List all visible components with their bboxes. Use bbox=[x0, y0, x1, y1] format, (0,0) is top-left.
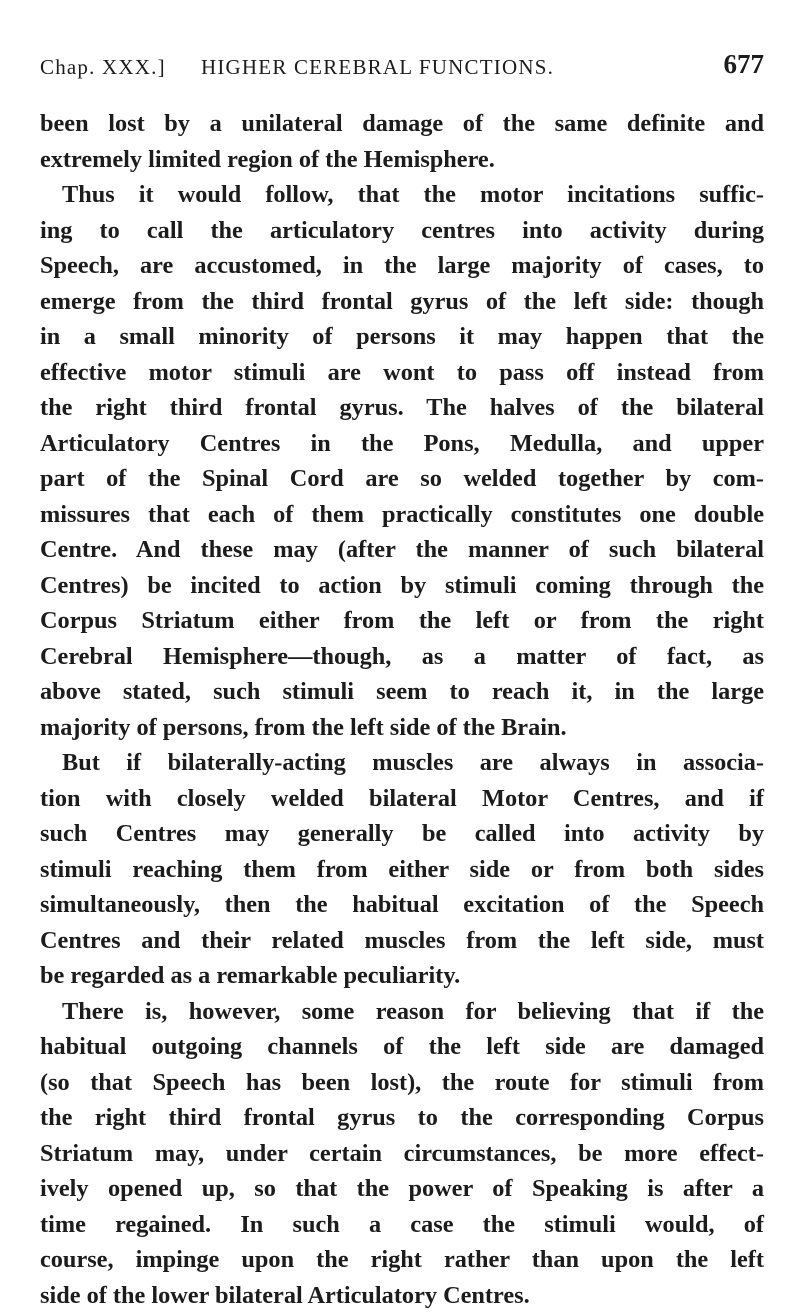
running-title: HIGHER CEREBRAL FUNCTIONS. bbox=[201, 55, 554, 80]
text-line: ively opened up, so that the power of Speaking is after a bbox=[40, 1171, 764, 1207]
body-text bbox=[40, 106, 764, 1313]
text-line: Centres and their related muscles from the left side, must bbox=[40, 923, 764, 959]
text-line: Speech, are accustomed, in the large majority of cases, to bbox=[40, 248, 764, 284]
chapter-reference: Chap. XXX.] bbox=[40, 55, 166, 80]
text-line: missures that each of them practically constitutes one double bbox=[40, 497, 764, 533]
text-line: But if bilaterally-acting muscles are always in associa- bbox=[40, 745, 764, 781]
text-line: habitual outgoing channels of the left side are damaged bbox=[40, 1029, 764, 1065]
text-line: extremely limited region of the Hemisphere. bbox=[40, 142, 764, 178]
text-line: in a small minority of persons it may happen that the bbox=[40, 319, 764, 355]
text-line: tion with closely welded bilateral Motor Centres, and if bbox=[40, 781, 764, 817]
text-line: (so that Speech has been lost), the route for stimuli from bbox=[40, 1065, 764, 1101]
text-line: ing to call the articulatory centres into activity during bbox=[40, 213, 764, 249]
text-line: course, impinge upon the right rather than upon the left bbox=[40, 1242, 764, 1278]
text-line: Centres) be incited to action by stimuli coming through the bbox=[40, 568, 764, 604]
text-line: be regarded as a remarkable peculiarity. bbox=[40, 958, 764, 994]
text-line: the right third frontal gyrus to the corresponding Corpus bbox=[40, 1100, 764, 1136]
text-line: Cerebral Hemisphere—though, as a matter of fact, as bbox=[40, 639, 764, 675]
text-line: Corpus Striatum either from the left or from the right bbox=[40, 603, 764, 639]
text-line: effective motor stimuli are wont to pass off instead from bbox=[40, 355, 764, 391]
text-line: such Centres may generally be called into activity by bbox=[40, 816, 764, 852]
text-line: side of the lower bilateral Articulatory Centres. bbox=[40, 1278, 764, 1313]
text-line: time regained. In such a case the stimuli would, of bbox=[40, 1207, 764, 1243]
text-line: part of the Spinal Cord are so welded together by com- bbox=[40, 461, 764, 497]
text-line: Centre. And these may (after the manner of such bilateral bbox=[40, 532, 764, 568]
text-line: There is, however, some reason for believing that if the bbox=[40, 994, 764, 1030]
text-line: simultaneously, then the habitual excitation of the Speech bbox=[40, 887, 764, 923]
text-line: majority of persons, from the left side of the Brain. bbox=[40, 710, 764, 746]
page-number: 677 bbox=[724, 49, 765, 80]
text-line: Articulatory Centres in the Pons, Medulla, and upper bbox=[40, 426, 764, 462]
text-line: the right third frontal gyrus. The halves of the bilateral bbox=[40, 390, 764, 426]
text-line: emerge from the third frontal gyrus of the left side: though bbox=[40, 284, 764, 320]
text-line: above stated, such stimuli seem to reach it, in the large bbox=[40, 674, 764, 710]
text-line: Thus it would follow, that the motor incitations suffic- bbox=[40, 177, 764, 213]
text-line: stimuli reaching them from either side or from both sides bbox=[40, 852, 764, 888]
running-head bbox=[40, 53, 764, 87]
text-line: been lost by a unilateral damage of the same definite and bbox=[40, 106, 764, 142]
text-line: Striatum may, under certain circumstances, be more effect- bbox=[40, 1136, 764, 1172]
